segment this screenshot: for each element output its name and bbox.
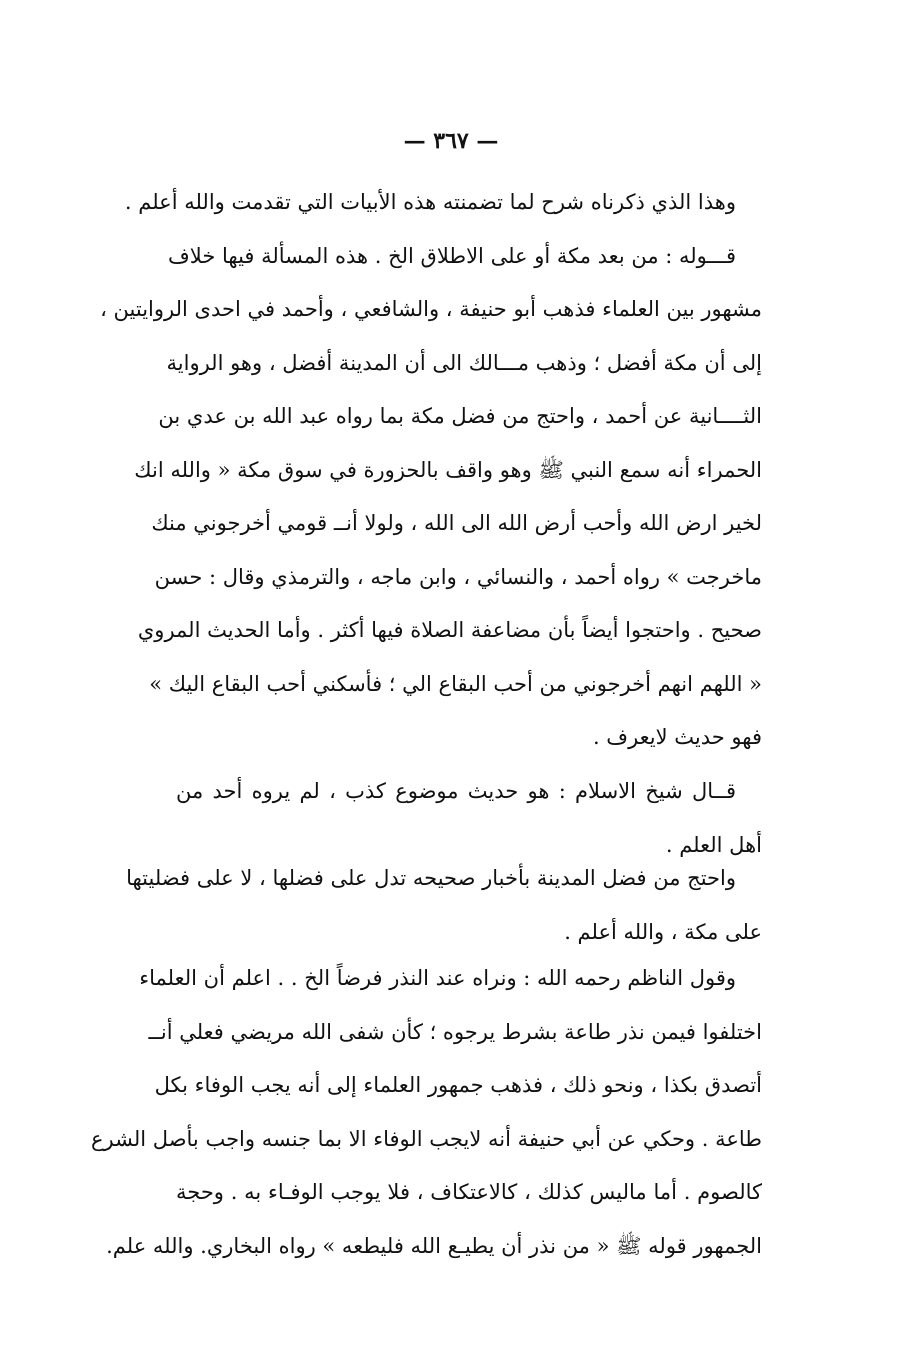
text-line: قـــوله : من بعد مكة أو على الاطلاق الخ . هذه المسألة فيها خلاف [168,243,736,268]
text-line: كالصوم . أما ماليس كذلك ، كالاعتكاف ، فلا يوجب الوفـاء به . وحجة [176,1180,762,1204]
text-line: لخير ارض الله وأحب أرض الله الى الله ، ولولا أنــ قومي أخرجوني منك [151,511,762,535]
paragraph-1 [124,176,788,230]
text-line: وقول الناظم رحمه الله : ونراه عند النذر فرضاً الخ . . اعلم أن العلماء [139,966,736,990]
text-block-nadhr [91,952,788,1273]
text-line: قــال شيخ الاسلام : هو حديث موضوع كذب ، لم يروه أحد من [176,779,736,803]
text-line: على مكة ، والله أعلم . [564,919,762,944]
text-block-main [100,176,788,765]
text-line: اختلفوا فيمن نذر طاعة بشرط يرجوه ؛ كأن شفى الله مريضي فعلي أنــ [148,1019,762,1044]
text-line: « اللهم انهم أخرجوني من أحب البقاع الي ؛ فأسكني أحب البقاع اليك » [149,671,762,696]
paragraph-4 [126,852,788,959]
text-line: فهو حديث لايعرف . [592,725,762,749]
text-line: أهل العلم . [665,832,762,857]
text-line: الثــــانية عن أحمد ، واحتج من فضل مكة بما رواه عبد الله بن عدي بن [158,404,762,428]
text-line: واحتج من فضل المدينة بأخبار صحيحه تدل على فضلها ، لا على فضليتها [126,866,736,890]
paragraph-2 [100,230,788,765]
text-line: مشهور بين العلماء فذهب أبو حنيفة ، والشافعي ، وأحمد في احدى الروايتين ، [100,297,762,321]
paragraph-5 [91,952,788,1273]
page-number: — ٣٦٧ — [403,128,499,154]
text-line: صحيح . واحتجوا أيضاً بأن مضاعفة الصلاة فيها أكثر . وأما الحديث المروي [137,618,762,642]
text-line: الحمراء أنه سمع النبي ﷺ وهو واقف بالحزورة في سوق مكة « والله انك [134,457,762,482]
text-line: طاعة . وحكي عن أبي حنيفة أنه لايجب الوفاء الا بما جنسه واجب بأصل الشرع [91,1126,762,1151]
text-line: الجمهور قوله ﷺ « من نذر أن يطيـع الله فليطعه » رواه البخاري. والله علم. [106,1233,762,1258]
text-line: وهذا الذي ذكرناه شرح لما تضمنته هذه الأبيات التي تقدمت والله أعلم . [124,190,736,214]
text-block-madinah [126,852,788,959]
text-line: ماخرجت » رواه أحمد ، والنسائي ، وابن ماجه ، والترمذي وقال : حسن [154,564,762,589]
text-line: إلى أن مكة أفضل ؛ وذهب مـــالك الى أن المدينة أفضل ، وهو الرواية [166,350,762,375]
text-line: أتصدق بكذا ، ونحو ذلك ، فذهب جمهور العلماء إلى أنه يجب الوفاء بكل [154,1073,762,1097]
